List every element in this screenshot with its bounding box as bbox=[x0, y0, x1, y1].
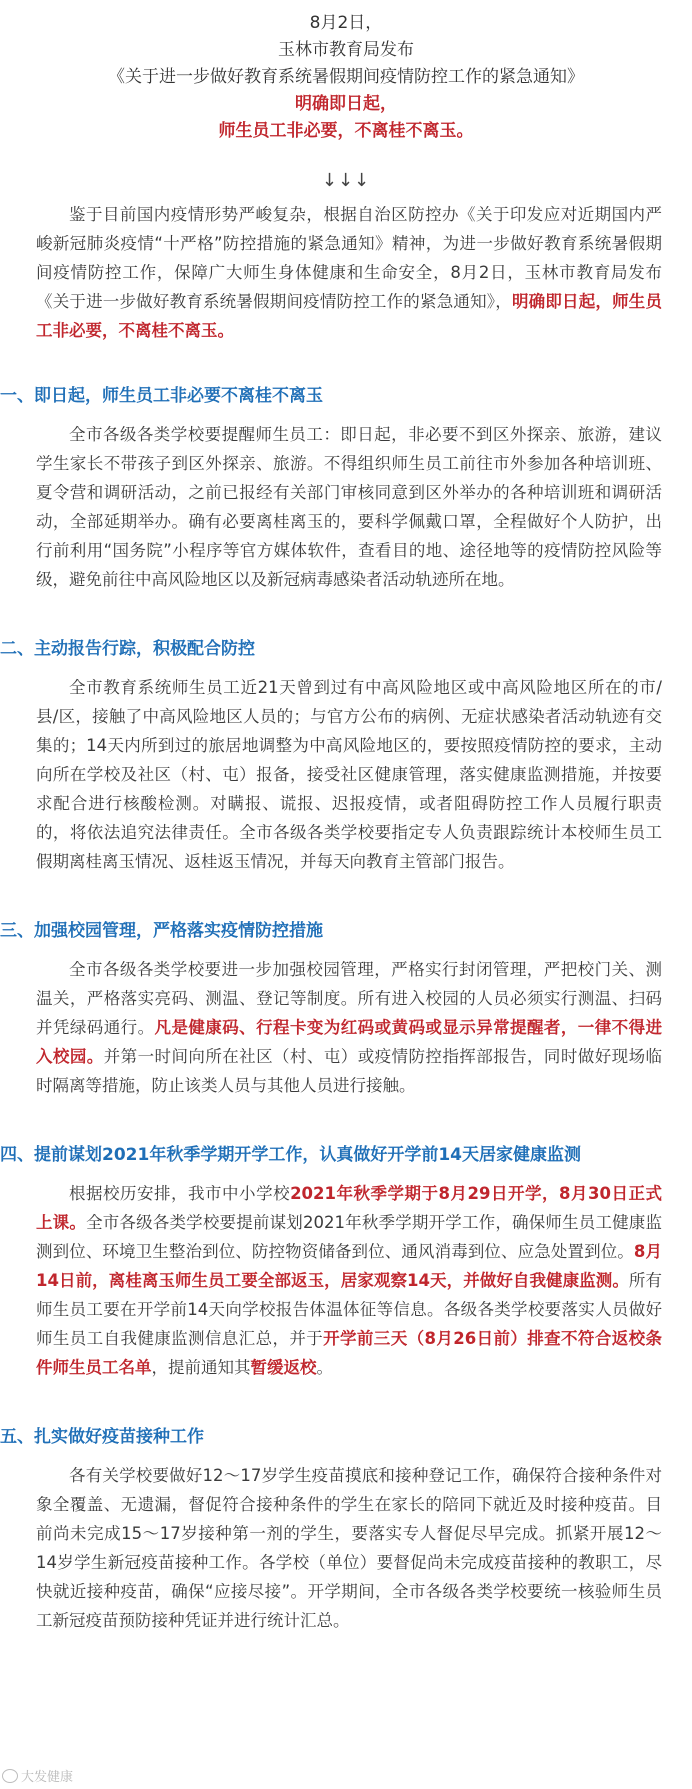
header-notice-title: 《关于进一步做好教育系统暑假期间疫情防控工作的紧急通知》 bbox=[108, 67, 584, 87]
section-4-text-2: 全市各级各类学校要提前谋划2021年秋季学期开学工作，确保师生员工健康监测到位、环境卫生整治到位、防控物资储备到位、通风消毒到位、应急处置到位。 bbox=[36, 1213, 662, 1261]
header-publisher: 玉林市教育局发布 bbox=[278, 40, 414, 60]
section-3-text-a: 全市各级各类学校要进一步加强校园管理，严格实行封闭管理，严把校门关、测温关，严格落实亮码、测温、登记等制度。所有进入校园的人员必须实行测温、扫码并凭绿码通行。 bbox=[36, 960, 662, 1037]
down-arrows-icon: ↓↓↓ bbox=[321, 170, 371, 191]
section-4-highlight-4: 暂缓返校 bbox=[250, 1358, 317, 1377]
section-3-title: 三、加强校园管理，严格落实疫情防控措施 bbox=[0, 921, 323, 941]
header-highlight-1: 明确即日起， bbox=[295, 94, 397, 114]
intro-text: 鉴于目前国内疫情形势严峻复杂，根据自治区防控办《关于印发应对近期国内严峻新冠肺炎疫情“十严格”防控措施的紧急通知》精神，为进一步做好教育系统暑假期间疫情防控工作，保障广大师生身体健康和生命安全，8月2日，玉林市教育局发布《关于进一步做好教育系统暑假期间疫情防控工作的紧急通知》， bbox=[36, 205, 662, 311]
intro-paragraph bbox=[36, 200, 662, 345]
section-1-body: 全市各级各类学校要提醒师生员工：即日起，非必要不到区外探亲、旅游，建议学生家长不带孩子到区外探亲、旅游。不得组织师生员工前往市外参加各种培训班、夏令营和调研活动，之前已报经有关部门审核同意到区外举办的各种培训班和调研活动，全部延期举办。确有必要离桂离玉的，要科学佩戴口罩，全程做好个人防护，出行前利用“国务院”小程序等官方媒体软件，查看目的地、途径地等的疫情防控风险等级，避免前往中高风险地区以及新冠病毒感染者活动轨迹所在地。 bbox=[36, 425, 662, 589]
section-5-title: 五、扎实做好疫苗接种工作 bbox=[0, 1427, 204, 1447]
article-header bbox=[0, 0, 692, 194]
section-4-text-1: 根据校历安排，我市中小学校 bbox=[69, 1184, 291, 1203]
section-3-text-b: 并第一时间向所在社区（村、屯）或疫情防控指挥部报告，同时做好现场临时隔离等措施，防止该类人员与其他人员进行接触。 bbox=[36, 1047, 663, 1095]
section-2-body: 全市教育系统师生员工近21天曾到过有中高风险地区或中高风险地区所在的市/县/区，接触了中高风险地区人员的；与官方公布的病例、无症状感染者活动轨迹有交集的；14天内所到过的旅居地调整为中高风险地区的，要按照疫情防控的要求，主动向所在学校及社区（村、屯）报备，接受社区健康管理，落实健康监测措施，并按要求配合进行核酸检测。对瞒报、谎报、迟报疫情，或者阻碍防控工作人员履行职责的，将依法追究法律责任。全市各级各类学校要指定专人负责跟踪统计本校师生员工假期离桂离玉情况、返桂返玉情况，并每天向教育主管部门报告。 bbox=[36, 678, 662, 871]
watermark bbox=[2, 1766, 73, 1785]
weibo-logo-icon bbox=[2, 1769, 18, 1783]
watermark-text: 大发健康 bbox=[21, 1770, 74, 1785]
section-3-highlight: 凡是健康码、行程卡变为红码或黄码或显示异常提醒者，一律不得进入校园。 bbox=[36, 1018, 663, 1066]
section-4-text-5: 。 bbox=[316, 1358, 333, 1377]
section-5-body: 各有关学校要做好12～17岁学生疫苗摸底和接种登记工作，确保符合接种条件对象全覆盖、无遗漏，督促符合接种条件的学生在家长的陪同下就近及时接种疫苗。目前尚未完成15～17岁接种第一剂的学生，要落实专人督促尽早完成。抓紧开展12～14岁学生新冠疫苗接种工作。各学校（单位）要督促尚未完成疫苗接种的教职工，尽快就近接种疫苗，确保“应接尽接”。开学期间，全市各级各类学校要统一核验师生员工新冠疫苗预防接种凭证并进行统计汇总。 bbox=[36, 1466, 662, 1630]
section-1-title: 一、即日起，师生员工非必要不离桂不离玉 bbox=[0, 386, 323, 406]
section-4-title: 四、提前谋划2021年秋季学期开学工作，认真做好开学前14天居家健康监测 bbox=[0, 1145, 581, 1165]
section-4-highlight-2: 8月14日前，离桂离玉师生员工要全部返玉，居家观察14天，并做好自我健康监测。 bbox=[36, 1242, 663, 1290]
header-highlight-2: 师生员工非必要，不离桂不离玉。 bbox=[218, 121, 474, 141]
section-4-body bbox=[36, 1179, 662, 1382]
section-4-text-4: ，提前通知其 bbox=[151, 1358, 251, 1377]
section-2-title: 二、主动报告行踪，积极配合防控 bbox=[0, 639, 255, 659]
section-3-body bbox=[36, 955, 662, 1100]
intro-highlight: 明确即日起，师生员工非必要，不离桂不离玉。 bbox=[36, 292, 663, 340]
section-4-text-3: 所有师生员工要在开学前14天向学校报告体温体征等信息。各级各类学校要落实人员做好师生员工自我健康监测信息汇总，并于 bbox=[36, 1271, 662, 1348]
section-4-highlight-1: 2021年秋季学期于8月29日开学，8月30日正式上课。 bbox=[36, 1184, 662, 1232]
header-date: 8月2日， bbox=[309, 13, 383, 33]
section-4-highlight-3: 开学前三天（8月26日前）排查不符合返校条件师生员工名单 bbox=[36, 1329, 662, 1377]
